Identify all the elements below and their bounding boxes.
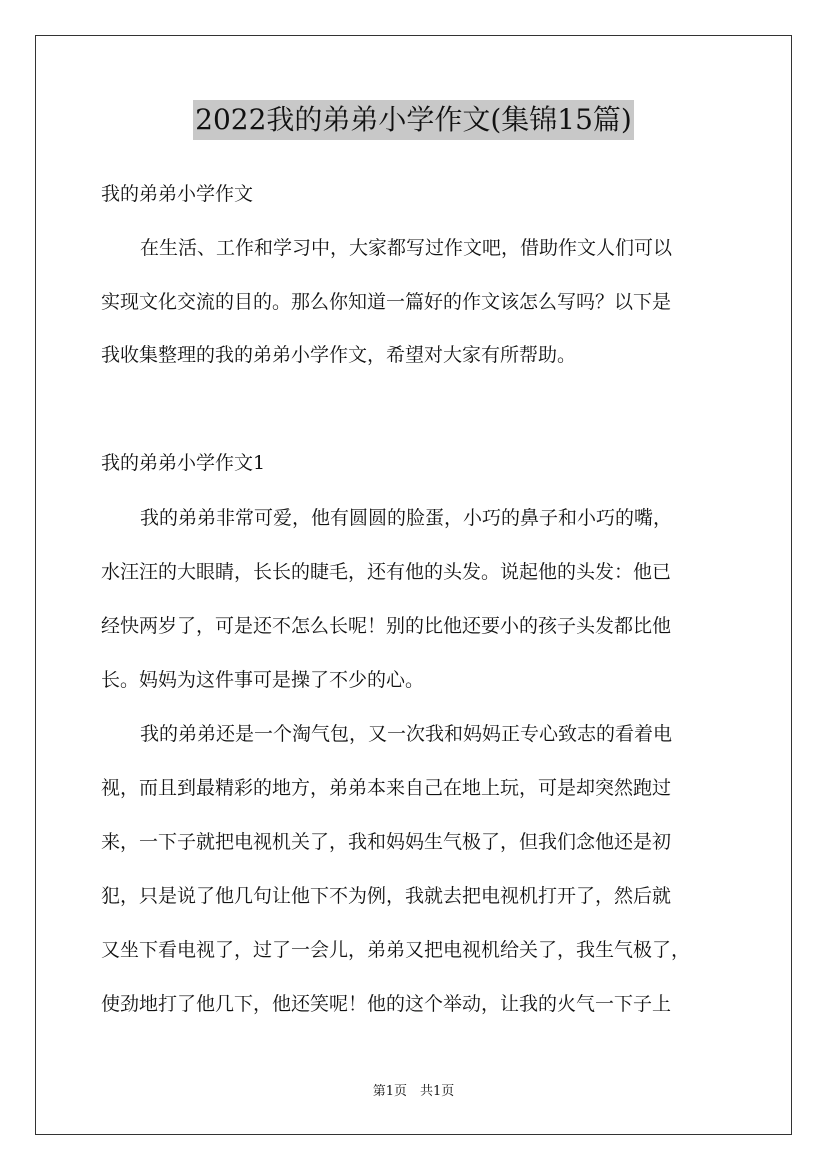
text-line: 犯，只是说了他几句让他下不为例，我就去把电视机打开了，然后就	[101, 885, 672, 907]
section-heading: 我的弟弟小学作文1	[101, 452, 266, 474]
text-line: 我收集整理的我的弟弟小学作文，希望对大家有所帮助。	[101, 344, 577, 366]
text-line: 又坐下看电视了，过了一会儿，弟弟又把电视机给关了，我生气极了，	[101, 939, 691, 961]
text-line: 来，一下子就把电视机关了，我和妈妈生气极了，但我们念他还是初	[101, 831, 672, 853]
title-container	[0, 100, 827, 140]
document-title: 2022我的弟弟小学作文(集锦15篇)	[193, 100, 634, 140]
page-number: 第1页 共1页	[372, 1084, 455, 1099]
text-line: 使劲地打了他几下，他还笑呢！他的这个举动，让我的火气一下子上	[101, 993, 672, 1015]
text-line: 水汪汪的大眼睛，长长的睫毛，还有他的头发。说起他的头发：他已	[101, 561, 672, 583]
text-line: 视，而且到最精彩的地方，弟弟本来自己在地上玩，可是却突然跑过	[101, 777, 672, 799]
text-line: 我的弟弟非常可爱，他有圆圆的脸蛋，小巧的鼻子和小巧的嘴，	[140, 507, 673, 529]
text-line: 实现文化交流的目的。那么你知道一篇好的作文该怎么写吗？以下是	[101, 291, 672, 313]
text-line: 经快两岁了，可是还不怎么长呢！别的比他还要小的孩子头发都比他	[101, 615, 672, 637]
section-heading: 我的弟弟小学作文	[101, 183, 254, 205]
text-line: 我的弟弟还是一个淘气包，又一次我和妈妈正专心致志的看着电	[140, 723, 673, 745]
text-line: 在生活、工作和学习中，大家都写过作文吧，借助作文人们可以	[140, 237, 673, 259]
text-line: 长。妈妈为这件事可是操了不少的心。	[101, 669, 425, 691]
